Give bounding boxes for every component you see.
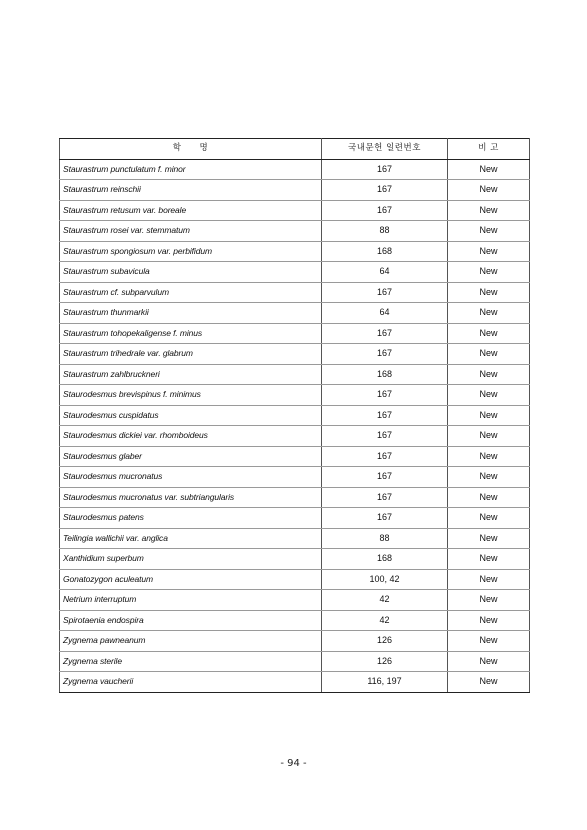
remarks-cell: New: [448, 344, 530, 365]
reference-number-cell: 42: [322, 610, 448, 631]
table-row: [60, 672, 530, 693]
reference-number-cell: 42: [322, 590, 448, 611]
species-name-cell: Xanthidium superbum: [60, 549, 322, 570]
reference-number-cell: 167: [322, 159, 448, 180]
reference-number-cell: 167: [322, 180, 448, 201]
table-row: [60, 241, 530, 262]
reference-number-cell: 167: [322, 487, 448, 508]
species-name-cell: Zygnema sterile: [60, 651, 322, 672]
species-name-cell: Staurastrum retusum var. boreale: [60, 200, 322, 221]
table-row: [60, 569, 530, 590]
header-reference-number: 국내문헌 일련번호: [322, 139, 448, 160]
species-name-cell: Netrium interruptum: [60, 590, 322, 611]
table-row: [60, 385, 530, 406]
remarks-cell: New: [448, 405, 530, 426]
table-body: [60, 159, 530, 692]
table-row: [60, 549, 530, 570]
table-row: [60, 405, 530, 426]
remarks-cell: New: [448, 303, 530, 324]
remarks-cell: New: [448, 364, 530, 385]
reference-number-cell: 168: [322, 241, 448, 262]
table-header-row: [60, 139, 530, 160]
remarks-cell: New: [448, 262, 530, 283]
species-name-cell: Staurodesmus dickiei var. rhomboideus: [60, 426, 322, 447]
table-row: [60, 344, 530, 365]
table-row: [60, 364, 530, 385]
remarks-cell: New: [448, 221, 530, 242]
reference-number-cell: 167: [322, 282, 448, 303]
table-row: [60, 487, 530, 508]
reference-number-cell: 167: [322, 323, 448, 344]
remarks-cell: New: [448, 159, 530, 180]
reference-number-cell: 126: [322, 631, 448, 652]
species-name-cell: Gonatozygon aculeatum: [60, 569, 322, 590]
remarks-cell: New: [448, 590, 530, 611]
species-name-cell: Staurodesmus mucronatus var. subtriangularis: [60, 487, 322, 508]
reference-number-cell: 116, 197: [322, 672, 448, 693]
species-name-cell: Staurastrum tohopekaligense f. minus: [60, 323, 322, 344]
remarks-cell: New: [448, 631, 530, 652]
header-scientific-name-part2: 명: [199, 143, 209, 153]
species-name-cell: Staurodesmus brevispinus f. minimus: [60, 385, 322, 406]
reference-number-cell: 167: [322, 405, 448, 426]
reference-number-cell: 167: [322, 344, 448, 365]
species-name-cell: Staurastrum reinschii: [60, 180, 322, 201]
remarks-cell: New: [448, 549, 530, 570]
table-row: [60, 159, 530, 180]
remarks-cell: New: [448, 282, 530, 303]
remarks-cell: New: [448, 180, 530, 201]
table-row: [60, 467, 530, 488]
table-row: [60, 282, 530, 303]
species-name-cell: Teilingia wallichii var. anglica: [60, 528, 322, 549]
reference-number-cell: 167: [322, 446, 448, 467]
reference-number-cell: 167: [322, 385, 448, 406]
table-row: [60, 262, 530, 283]
page-number: - 94 -: [280, 758, 307, 769]
table-row: [60, 426, 530, 447]
remarks-cell: New: [448, 487, 530, 508]
remarks-cell: New: [448, 385, 530, 406]
species-name-cell: Staurodesmus patens: [60, 508, 322, 529]
remarks-cell: New: [448, 569, 530, 590]
reference-number-cell: 126: [322, 651, 448, 672]
reference-number-cell: 168: [322, 364, 448, 385]
reference-number-cell: 167: [322, 467, 448, 488]
table-row: [60, 590, 530, 611]
table-row: [60, 610, 530, 631]
remarks-cell: New: [448, 672, 530, 693]
species-name-cell: Staurastrum punctulatum f. minor: [60, 159, 322, 180]
species-name-cell: Staurastrum trihedrale var. glabrum: [60, 344, 322, 365]
remarks-cell: New: [448, 426, 530, 447]
remarks-cell: New: [448, 467, 530, 488]
remarks-cell: New: [448, 528, 530, 549]
reference-number-cell: 167: [322, 508, 448, 529]
species-name-cell: Staurastrum rosei var. stemmatum: [60, 221, 322, 242]
remarks-cell: New: [448, 323, 530, 344]
species-name-cell: Staurastrum zahlbruckneri: [60, 364, 322, 385]
table-row: [60, 221, 530, 242]
reference-number-cell: 64: [322, 262, 448, 283]
table-row: [60, 651, 530, 672]
species-name-cell: Spirotaenia endospira: [60, 610, 322, 631]
remarks-cell: New: [448, 508, 530, 529]
species-name-cell: Zygnema pawneanum: [60, 631, 322, 652]
header-scientific-name-part1: 학: [172, 143, 182, 153]
header-remarks: 비 고: [448, 139, 530, 160]
species-name-cell: Staurastrum subavicula: [60, 262, 322, 283]
species-name-cell: Staurastrum thunmarkii: [60, 303, 322, 324]
table-row: [60, 508, 530, 529]
table-row: [60, 631, 530, 652]
reference-number-cell: 168: [322, 549, 448, 570]
reference-number-cell: 88: [322, 528, 448, 549]
table-row: [60, 528, 530, 549]
remarks-cell: New: [448, 241, 530, 262]
remarks-cell: New: [448, 200, 530, 221]
reference-number-cell: 100, 42: [322, 569, 448, 590]
remarks-cell: New: [448, 446, 530, 467]
reference-number-cell: 167: [322, 200, 448, 221]
table-row: [60, 303, 530, 324]
table-row: [60, 446, 530, 467]
species-name-cell: Staurastrum spongiosum var. perbifidum: [60, 241, 322, 262]
reference-number-cell: 167: [322, 426, 448, 447]
reference-number-cell: 88: [322, 221, 448, 242]
species-name-cell: Staurodesmus cuspidatus: [60, 405, 322, 426]
header-scientific-name: [60, 139, 322, 160]
species-name-cell: Zygnema vaucherii: [60, 672, 322, 693]
table-row: [60, 180, 530, 201]
species-name-cell: Staurodesmus glaber: [60, 446, 322, 467]
species-table: [59, 138, 530, 693]
species-name-cell: Staurodesmus mucronatus: [60, 467, 322, 488]
remarks-cell: New: [448, 651, 530, 672]
table-row: [60, 200, 530, 221]
remarks-cell: New: [448, 610, 530, 631]
reference-number-cell: 64: [322, 303, 448, 324]
species-name-cell: Staurastrum cf. subparvulum: [60, 282, 322, 303]
table-row: [60, 323, 530, 344]
